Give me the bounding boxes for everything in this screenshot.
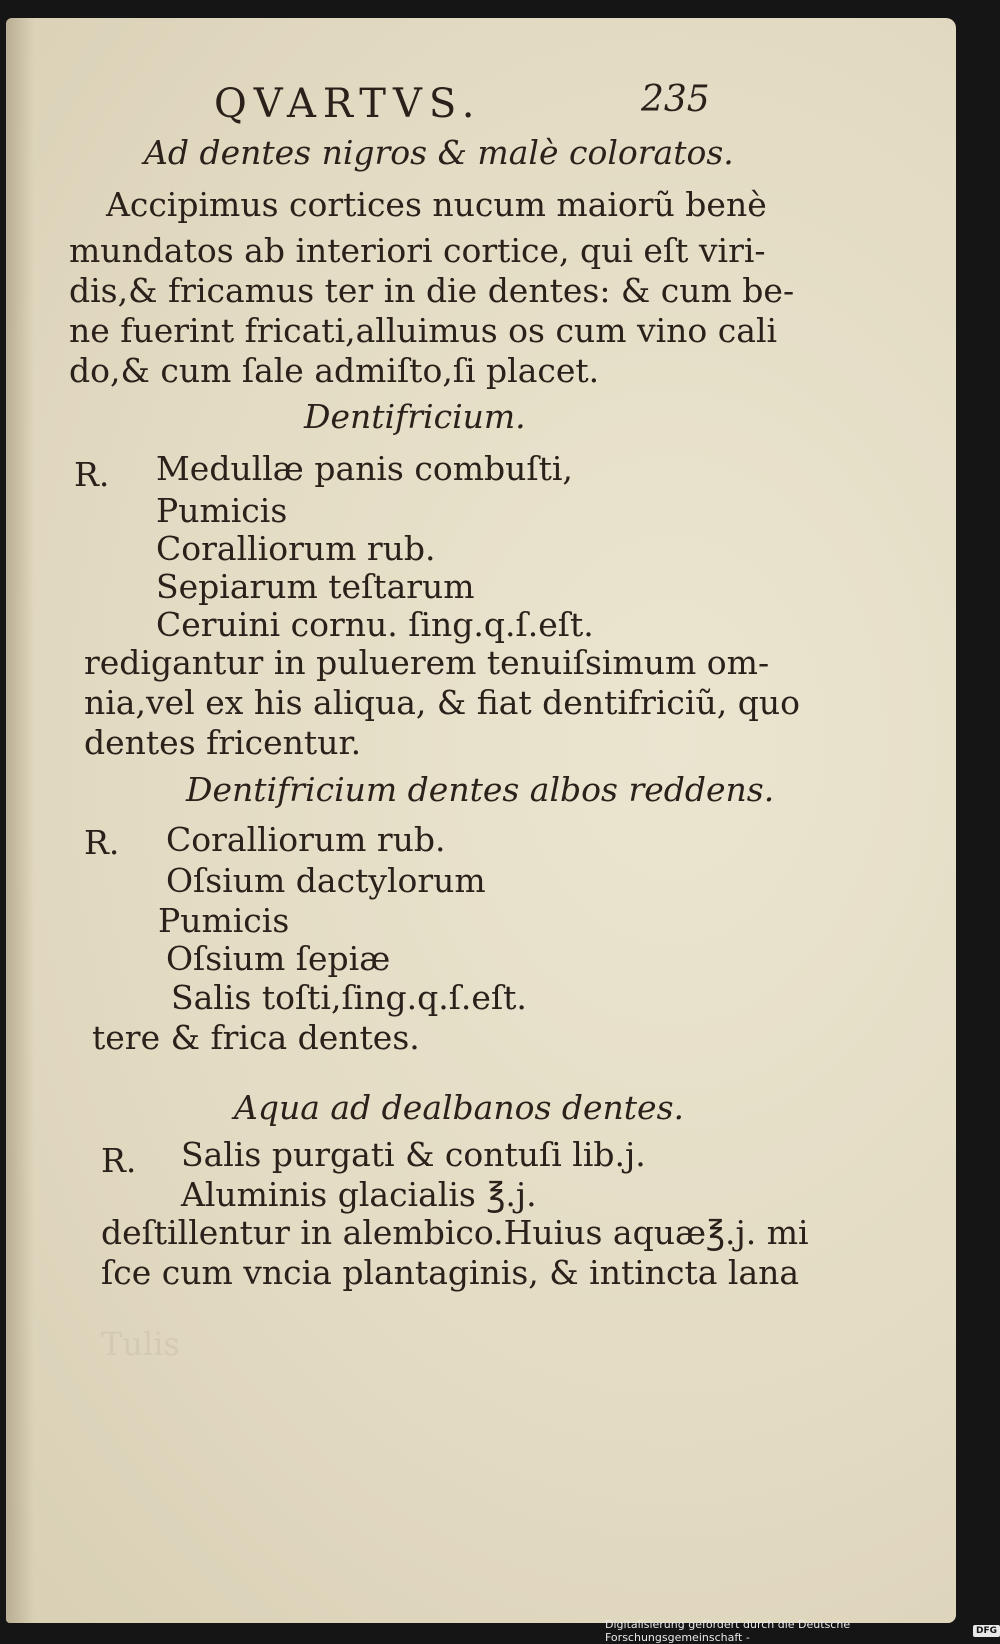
section-heading: Dentifricium dentes albos reddens. [186, 770, 775, 809]
recipe-mark: R. [101, 1141, 137, 1180]
text-line: ſce cum vncia plantaginis, & intincta lana [101, 1253, 800, 1292]
recipe-mark: R. [74, 455, 110, 494]
text-line: deſtillentur in alembico.Huius aquæ℥.j. mi [101, 1213, 809, 1252]
text-line: do,& cum ſale admiſto,ſi placet. [69, 351, 600, 390]
ingredient-line: Coralliorum rub. [166, 820, 446, 859]
text-line: tere & frica dentes. [92, 1018, 420, 1057]
dfg-logo-icon: DFG [973, 1625, 1000, 1637]
text-line: redigantur in puluerem tenuiſsimum om- [84, 643, 770, 682]
running-title: QVARTVS. [214, 81, 482, 127]
recipe-mark: R. [84, 823, 120, 862]
text-line: ne fuerint fricati,alluimus os cum vino cali [69, 311, 778, 350]
digitization-footer [605, 1618, 1000, 1644]
text-line: mundatos ab interiori cortice, qui eſt viri- [69, 231, 766, 270]
ingredient-line: Pumicis [156, 491, 288, 530]
book-page [6, 18, 956, 1623]
text-line: nia,vel ex his aliqua, & fiat dentifriciũ, quo [84, 683, 800, 722]
ingredient-line: Oſsium ſepiæ [166, 939, 391, 978]
section-heading: Aqua ad dealbanos dentes. [234, 1088, 685, 1127]
page-number: 235 [641, 79, 710, 120]
text-line: dentes fricentur. [84, 723, 362, 762]
section-heading: Dentifricium. [304, 397, 526, 436]
bleed-through-text: Tulis [101, 1325, 180, 1363]
ingredient-line: Medullæ panis combuſti, [156, 449, 573, 488]
section-heading: Ad dentes nigros & malè coloratos. [144, 133, 734, 172]
text-line: dis,& fricamus ter in die dentes: & cum be- [69, 271, 795, 310]
ingredient-line: Sepiarum teſtarum [156, 567, 475, 606]
ingredient-line: Aluminis glacialis ℥.j. [181, 1175, 537, 1214]
ingredient-line: Oſsium dactylorum [166, 861, 486, 900]
text-line: Accipimus cortices nucum maiorũ benè [106, 185, 767, 224]
footer-text: Digitalisierung gefördert durch die Deutsche Forschungsgemeinschaft - [605, 1618, 851, 1644]
ingredient-line: Pumicis [158, 901, 290, 940]
ingredient-line: Ceruini cornu. ſing.q.ſ.eſt. [156, 605, 594, 644]
ingredient-line: Coralliorum rub. [156, 529, 436, 568]
ingredient-line: Salis toſti,ſing.q.ſ.eſt. [171, 978, 527, 1017]
ingredient-line: Salis purgati & contuſi lib.j. [181, 1135, 646, 1174]
